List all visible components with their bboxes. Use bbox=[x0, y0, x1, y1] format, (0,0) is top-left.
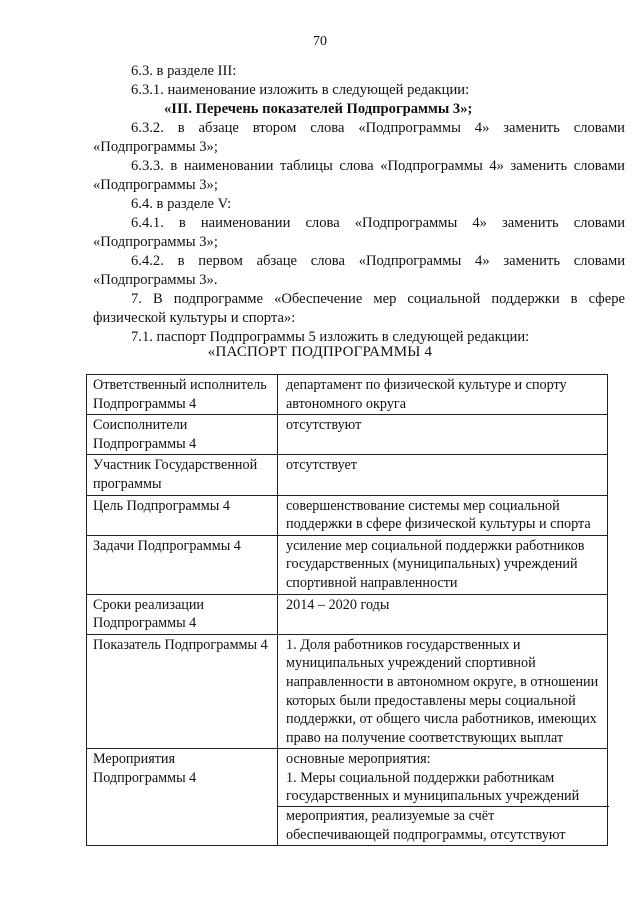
row-value bbox=[278, 749, 608, 846]
page-number: 70 bbox=[313, 34, 327, 49]
row-label: Мероприятия Подпрограммы 4 bbox=[87, 749, 278, 846]
row-value: усиление мер социальной поддержки работников государственных (муниципальных) учреждений спортивной направленности bbox=[278, 535, 608, 594]
row-value-item: 1. Меры социальной поддержки работникам государственных и муниципальных учреждений bbox=[286, 769, 580, 805]
passport-title: «ПАСПОРТ ПОДПРОГРАММЫ 4 bbox=[207, 344, 433, 360]
row-value-subrow: мероприятия, реализуемые за счёт обеспечивающей подпрограммы, отсутствуют bbox=[278, 806, 609, 844]
row-value: департамент по физической культуре и спорту автономного округа bbox=[278, 375, 608, 415]
row-value-line: основные мероприятия: bbox=[286, 751, 431, 768]
table-row bbox=[87, 415, 608, 455]
table-row bbox=[87, 455, 608, 495]
paragraph: 6.4.2. в первом абзаце слова «Подпрограммы 4» заменить словами «Подпрограммы 3». bbox=[93, 253, 625, 288]
row-label: Сроки реализации Подпрограммы 4 bbox=[87, 594, 278, 634]
passport-table bbox=[86, 374, 608, 846]
table-row bbox=[87, 375, 608, 415]
row-value: отсутствуют bbox=[278, 415, 608, 455]
section-heading: «III. Перечень показателей Подпрограммы 3»; bbox=[164, 101, 473, 117]
table-row bbox=[87, 594, 608, 634]
row-label: Соисполнители Подпрограммы 4 bbox=[87, 415, 278, 455]
table-row bbox=[87, 535, 608, 594]
row-value: 1. Доля работников государственных и муниципальных учреждений спортивной направленности в автономном округе, в отношении которых были предоставлены меры социальной поддержки, от общего числа работников, имеющих право на получение соответствующих выплат bbox=[278, 634, 608, 749]
row-label: Ответственный исполнитель Подпрограммы 4 bbox=[87, 375, 278, 415]
table-row bbox=[87, 749, 608, 846]
paragraph: 6.3.2. в абзаце втором слова «Подпрограммы 4» заменить словами «Подпрограммы 3»; bbox=[93, 120, 625, 155]
paragraph: 6.3.3. в наименовании таблицы слова «Подпрограммы 4» заменить словами «Подпрограммы 3»; bbox=[93, 158, 625, 193]
paragraph: 7.1. паспорт Подпрограммы 5 изложить в следующей редакции: bbox=[131, 329, 530, 345]
paragraph: 7. В подпрограмме «Обеспечение мер социальной поддержки в сфере физической культуры и спорта»: bbox=[93, 291, 625, 326]
row-value: отсутствует bbox=[278, 455, 608, 495]
paragraph: 6.4. в разделе V: bbox=[131, 196, 232, 212]
document-body bbox=[93, 62, 625, 347]
row-value: 2014 – 2020 годы bbox=[278, 594, 608, 634]
row-label: Цель Подпрограммы 4 bbox=[87, 495, 278, 535]
row-label: Показатель Подпрограммы 4 bbox=[87, 634, 278, 749]
paragraph: 6.3. в разделе III: bbox=[131, 63, 237, 79]
paragraph: 6.4.1. в наименовании слова «Подпрограммы 4» заменить словами «Подпрограммы 3»; bbox=[93, 215, 625, 250]
table-row bbox=[87, 634, 608, 749]
row-label: Задачи Подпрограммы 4 bbox=[87, 535, 278, 594]
paragraph: 6.3.1. наименование изложить в следующей редакции: bbox=[131, 82, 470, 98]
row-label: Участник Государственной программы bbox=[87, 455, 278, 495]
table-row bbox=[87, 495, 608, 535]
row-value: совершенствование системы мер социальной поддержки в сфере физической культуры и спорта bbox=[278, 495, 608, 535]
